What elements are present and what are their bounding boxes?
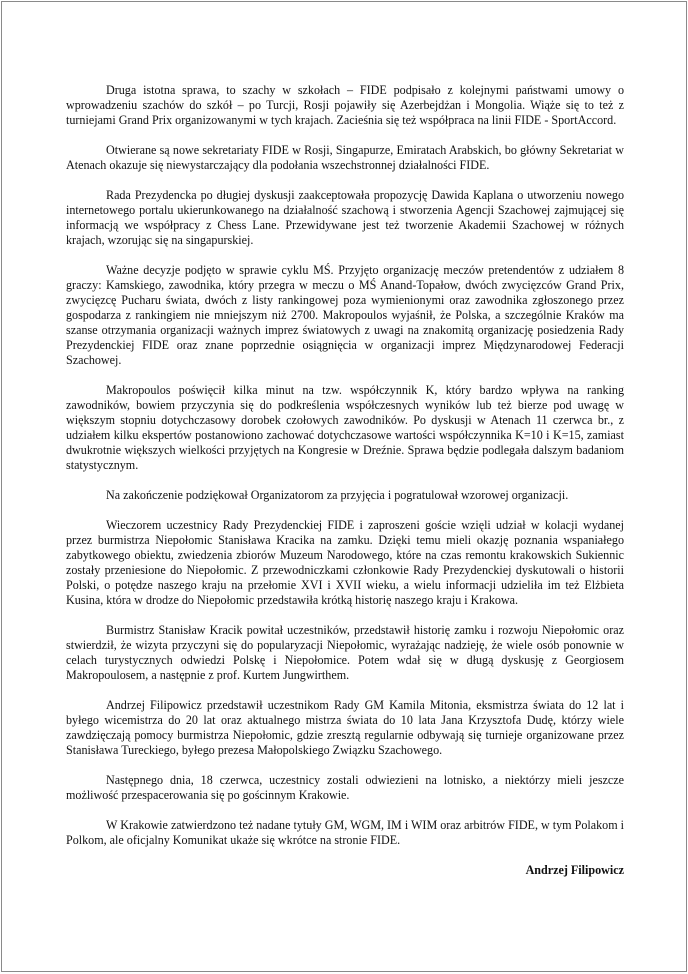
paragraph-titles: W Krakowie zatwierdzono też nadane tytuły GM, WGM, IM i WIM oraz arbitrów FIDE, w tym Polakom i Polkom, ale oficjalny Komunikat ukaże się wkrótce na stronie FIDE. (66, 818, 624, 847)
paragraph-dinner-niepolomice: Wieczorem uczestnicy Rady Prezydenckiej FIDE i zaproszeni goście wzięli udział w kolacji wydanej przez burmistrza Niepołomic Stanisława Kracika na zamku. Dzięki temu mieli okazję poznania wspaniałego zabytkowego obiektu, zwiedzenia zbiorów Muzeum Narodowego, które na czas remontu krakowskich Sukiennic zostały przeniesione do Niepołomic. Z przewodniczkami członkowie Rady Prezydenckiej dyskutowali o historii Polski, o potędze naszego kraju na przełomie XVI i XVII wieku, a wielu informacji udzieliła im też Elżbieta Kusina, która w drodze do Niepołomic przedstawiła krótką historię naszego kraju i Krakowa. (66, 518, 624, 607)
paragraph-thanks: Na zakończenie podziękował Organizatorom za przyjęcia i pogratulował wzorowej organizacji. (106, 488, 569, 502)
author-signature: Andrzej Filipowicz (525, 863, 624, 877)
paragraph-young-players: Andrzej Filipowicz przedstawił uczestnikom Rady GM Kamila Mitonia, eksmistrza świata do 12 lat i byłego wicemistrza do 20 lat oraz aktualnego mistrza świata do 10 lata Jana Krzysztofa Dudę, którzy wiele zawdzięczają pomocy burmistrza Niepołomic, gdzie zresztą regularnie odbywają się turnieje organizowane przez Stanisława Tureckiego, byłego prezesa Małopolskiego Związku Szachowego. (66, 698, 624, 757)
paragraph-k-factor: Makropoulos poświęcił kilka minut na tzw. współczynnik K, który bardzo wpływa na ranking zawodników, bowiem przyczynia się do podkreślenia współczesnych wyników lub też bierze pod uwagę w większym stopniu dotychczasowy dorobek czołowych zawodników. Po dyskusji w Atenach 11 czerwca br., z udziałem kilku ekspertów postanowiono zachować dotychczasowe wartości współczynnika K=10 i K=15, zamiast dwukrotnie większych wielkości przyjętych na Kongresie w Dreźnie. Sprawa będzie podlegała dalszym badaniom statystycznym. (66, 383, 624, 472)
paragraph-mayor-welcome: Burmistrz Stanisław Kracik powitał uczestników, przedstawił historię zamku i rozwoju Niepołomic oraz stwierdził, że wizyta przyczyni się do popularyzacji Niepołomic, wyrażając nadzieję, że wiele osób ponownie w celach turystycznych odwiedzi Polskę i Niepołomice. Potem wdał się w długą dyskusję z Georgiosem Makropoulosem, a następnie z prof. Kurtem Jungwirthem. (66, 623, 624, 682)
paragraph-internet-portal: Rada Prezydencka po długiej dyskusji zaakceptowała propozycję Dawida Kaplana o utworzeniu nowego internetowego portalu ukierunkowanego na działalność szachową i stworzenia Agencji Szachowej zajmującej się informacją we współpracy z Chess Lane. Przewidywane jest też tworzenie Akademii Szachowej w różnych krajach, wzorując się na singapurskiej. (66, 188, 624, 247)
paragraph-chess-in-schools: Druga istotna sprawa, to szachy w szkołach – FIDE podpisało z kolejnymi państwami umowy o wprowadzeniu szachów do szkół – po Turcji, Rosji pojawiły się Azerbejdżan i Mongolia. Wiąże się to też z turniejami Grand Prix organizowanymi w tych krajach. Zacieśnia się też współpraca na linii FIDE - SportAccord. (66, 83, 624, 127)
paragraph-new-secretariats: Otwierane są nowe sekretariaty FIDE w Rosji, Singapurze, Emiratach Arabskich, bo główny Sekretariat w Atenach okazuje się niewystarczający dla podołania wszechstronnej działalności FIDE. (66, 143, 624, 172)
paragraph-departure: Następnego dnia, 18 czerwca, uczestnicy zostali odwiezieni na lotnisko, a niektórzy mieli jeszcze możliwość przespacerowania się po gościnnym Krakowie. (66, 773, 624, 802)
document-body (66, 83, 624, 893)
paragraph-world-championship-cycle: Ważne decyzje podjęto w sprawie cyklu MŚ. Przyjęto organizację meczów pretendentów z udziałem 8 graczy: Kamskiego, zawodnika, który przegra w meczu o MŚ Anand-Topałow, dwóch zwycięzców Grand Prix, zwycięzcę Pucharu świata, dwóch z listy rankingowej poza wymienionymi oraz zawodnika zgłoszonego przez gospodarza z rankingiem nie mniejszym niż 2700. Makropoulos wyjaśnił, że Polska, a szczególnie Kraków ma szanse otrzymania organizacji ważnych imprez światowych z uwagi na znakomitą organizację posiedzenia Rady Prezydenckiej FIDE oraz znane poprzednie osiągnięcia w organizacji imprez Międzynarodowej Federacji Szachowej. (66, 263, 624, 367)
document-page (1, 1, 687, 972)
